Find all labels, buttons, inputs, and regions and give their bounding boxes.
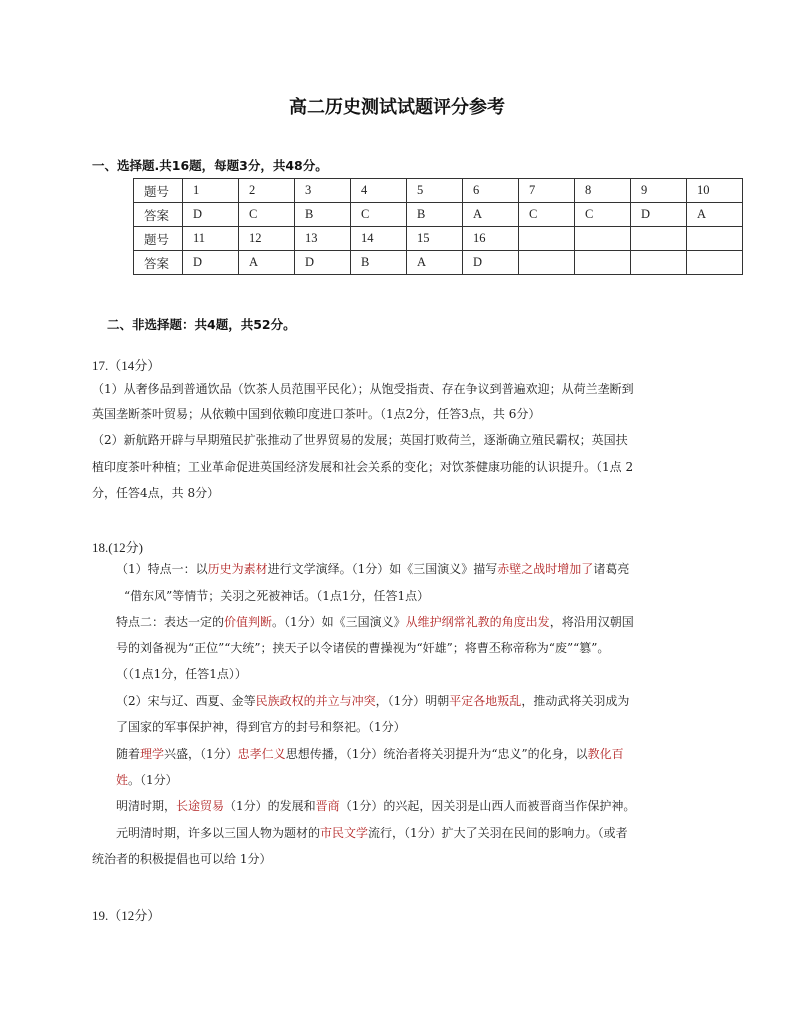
q18-para-2: “借东风”等情节；关羽之死被神话。（1点1分，任答1点） — [124, 589, 430, 603]
table-cell — [519, 251, 575, 275]
q18-keyword: 教化百 — [587, 747, 624, 761]
table-cell: 2 — [239, 179, 295, 203]
q18-text: （1分）的发展和 — [224, 799, 316, 813]
table-cell — [519, 227, 575, 251]
q18-para-4: 号的刘备视为“正位”“大统”；挟天子以令诸侯的曹操视为“奸雄”；将曹丕称帝称为“废”“篡”。 — [116, 641, 610, 655]
q18-para-1 — [116, 562, 629, 576]
table-row — [134, 179, 743, 203]
q18-keyword: 价值判断 — [224, 615, 273, 629]
q18-text: 。（1分）如《三国演义》 — [272, 615, 406, 629]
q17-heading: 17.（14分） — [92, 358, 161, 373]
q18-text: （2）宋与辽、西夏、金等 — [116, 694, 256, 708]
page-title: 高二历史测试试题评分参考 — [289, 97, 505, 118]
section-nonchoice-heading: 二、非选择题：共4题，共52分。 — [107, 317, 296, 332]
table-cell: C — [351, 203, 407, 227]
table-cell: 7 — [519, 179, 575, 203]
q18-text: 随着 — [116, 747, 141, 761]
q19-heading: 19.（12分） — [92, 908, 161, 923]
q18-keyword: 平定各地叛乱 — [449, 694, 522, 708]
table-cell: 4 — [351, 179, 407, 203]
q17-line-1: （1）从奢侈品到普通饮品（饮茶人员范围平民化）；从饱受指责、存在争议到普遍欢迎；从荷兰垄断到 — [92, 382, 634, 396]
q18-text: 诸葛亮 — [593, 562, 630, 576]
q18-para-11 — [116, 826, 628, 840]
table-cell: 6 — [463, 179, 519, 203]
table-cell: A — [239, 251, 295, 275]
table-cell: 12 — [239, 227, 295, 251]
q18-keyword: 从维护纲常礼教的角度出发 — [405, 615, 550, 629]
table-cell: 10 — [687, 179, 743, 203]
table-cell: B — [407, 203, 463, 227]
q18-text: 特点二：表达一定的 — [116, 615, 225, 629]
q18-keyword: 历史为素材 — [207, 562, 268, 576]
q18-keyword: 赤壁之战时增加了 — [497, 562, 594, 576]
table-cell — [687, 227, 743, 251]
q17-line-5: 分，任答4点，共 8分） — [92, 486, 220, 500]
table-cell: 13 — [295, 227, 351, 251]
table-cell: A — [407, 251, 463, 275]
table-cell: D — [463, 251, 519, 275]
q18-keyword: 理学 — [140, 747, 165, 761]
table-cell — [631, 251, 687, 275]
table-cell: 9 — [631, 179, 687, 203]
q18-text: （1）特点一：以 — [116, 562, 208, 576]
q17-line-2: 英国垄断茶叶贸易；从依赖中国到依赖印度进口茶叶。（1点2分，任答3点，共 6分） — [92, 407, 541, 421]
q18-para-6 — [116, 694, 629, 708]
q18-text: 明清时期， — [116, 799, 177, 813]
q18-text: ，推动武将关羽成为 — [521, 694, 630, 708]
table-cell: A — [687, 203, 743, 227]
q18-text: ，（1分）明朝 — [375, 694, 450, 708]
answer-table — [133, 178, 743, 275]
table-cell: D — [631, 203, 687, 227]
table-cell: 1 — [183, 179, 239, 203]
q18-text: 进行文学演绎。（1分）如《三国演义》描写 — [267, 562, 498, 576]
table-cell: A — [463, 203, 519, 227]
q18-text: 元明清时期，许多以三国人物为题材的 — [116, 826, 321, 840]
q18-keyword: 姓 — [116, 773, 129, 787]
table-row-header: 题号 — [134, 179, 183, 203]
q18-para-8 — [116, 747, 624, 761]
q18-keyword: 忠孝仁义 — [237, 747, 286, 761]
table-cell: C — [239, 203, 295, 227]
q18-keyword: 长途贸易 — [176, 799, 225, 813]
table-cell: 5 — [407, 179, 463, 203]
q18-para-7: 了国家的军事保护神，得到官方的封号和祭祀。（1分） — [116, 720, 406, 734]
table-cell: D — [295, 251, 351, 275]
q18-para-12: 统治者的积极提倡也可以给 1分） — [92, 852, 272, 866]
table-cell: B — [295, 203, 351, 227]
table-row-header: 题号 — [134, 227, 183, 251]
table-row — [134, 203, 743, 227]
table-cell — [631, 227, 687, 251]
table-cell: 8 — [575, 179, 631, 203]
table-cell — [575, 227, 631, 251]
q18-para-10 — [116, 799, 635, 813]
table-cell — [687, 251, 743, 275]
q18-para-5: （（1点1分，任答1点）） — [116, 667, 247, 681]
table-row-header: 答案 — [134, 203, 183, 227]
section-choice-heading: 一、选择题.共16题，每题3分，共48分。 — [92, 158, 328, 173]
table-cell: D — [183, 251, 239, 275]
q18-text: 流行，（1分）扩大了关羽在民间的影响力。（或者 — [368, 826, 628, 840]
table-row — [134, 227, 743, 251]
q18-text: （1分）的兴起，因关羽是山西人而被晋商当作保护神。 — [339, 799, 636, 813]
table-cell — [575, 251, 631, 275]
table-row-header: 答案 — [134, 251, 183, 275]
q18-para-3 — [116, 615, 634, 629]
q18-keyword: 市民文学 — [320, 826, 369, 840]
table-cell: C — [575, 203, 631, 227]
q18-text: ，将沿用汉朝国 — [549, 615, 634, 629]
q18-keyword: 民族政权的并立与冲突 — [255, 694, 376, 708]
q18-text: 兴盛，（1分） — [164, 747, 238, 761]
q18-keyword: 晋商 — [315, 799, 340, 813]
table-cell: 14 — [351, 227, 407, 251]
table-cell: D — [183, 203, 239, 227]
table-cell: 3 — [295, 179, 351, 203]
q18-heading: 18.(12分) — [92, 540, 143, 555]
q18-text: 思想传播，（1分）统治者将关羽提升为“忠义”的化身，以 — [285, 747, 588, 761]
table-cell: 16 — [463, 227, 519, 251]
q17-line-3: （2）新航路开辟与早期殖民扩张推动了世界贸易的发展；英国打败荷兰，逐渐确立殖民霸权；英国扶 — [92, 433, 628, 447]
q18-para-9 — [116, 773, 178, 787]
table-cell: B — [351, 251, 407, 275]
q18-text: 。（1分） — [128, 773, 178, 787]
table-row — [134, 251, 743, 275]
table-cell: C — [519, 203, 575, 227]
table-cell: 15 — [407, 227, 463, 251]
q17-line-4: 植印度茶叶种植；工业革命促进英国经济发展和社会关系的变化；对饮茶健康功能的认识提升。（1点 2 — [92, 460, 634, 474]
table-cell: 11 — [183, 227, 239, 251]
